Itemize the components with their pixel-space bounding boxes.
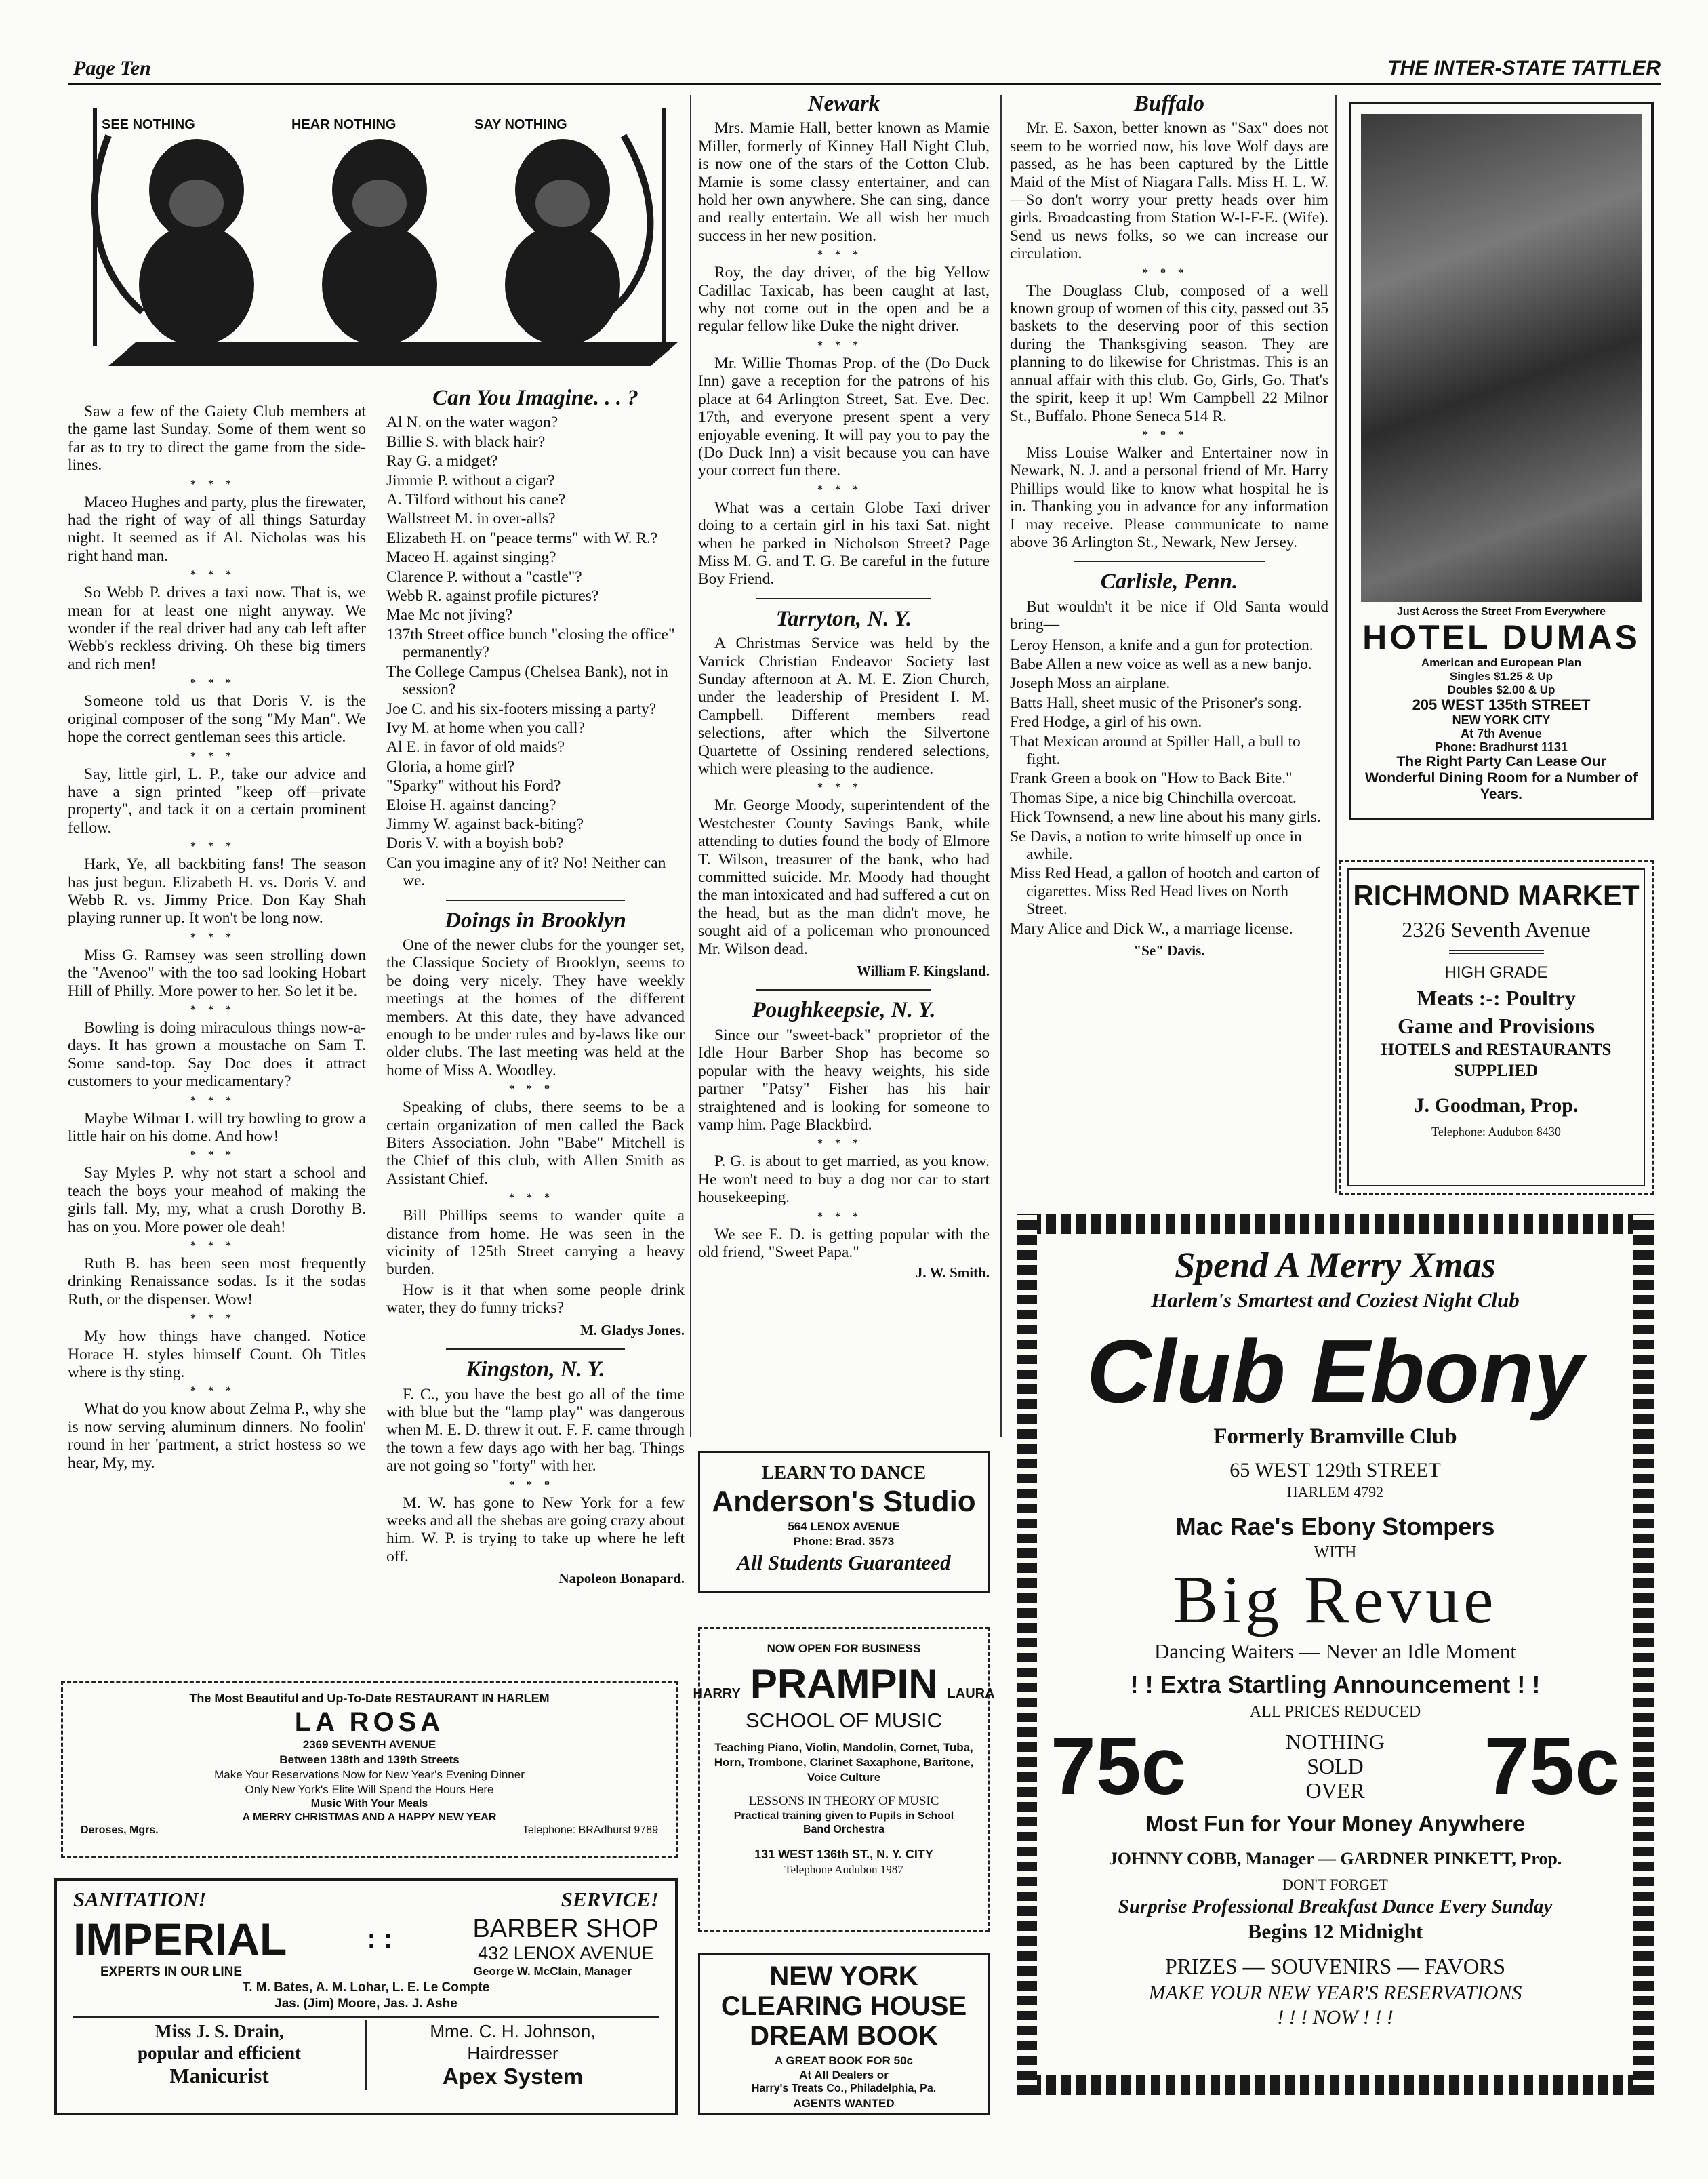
column-2 (386, 386, 685, 1588)
byline: William F. Kingsland. (856, 963, 990, 980)
ebony-price-right: 75c (1484, 1721, 1620, 1812)
santa-list (1010, 637, 1328, 938)
list-item: Babe Allen a new voice as well as a new banjo. (1010, 655, 1312, 673)
hotel-city: NEW YORK CITY (1452, 713, 1551, 727)
list-item: Wallstreet M. in over-alls? (386, 510, 556, 528)
ebony-nothing-sold (1286, 1730, 1385, 1803)
column-4 (1010, 92, 1328, 959)
ebony-now: ! ! ! NOW ! ! ! (1277, 2006, 1394, 2028)
prampin-name-row (693, 1660, 995, 1708)
list-item: Eloise H. against dancing? (386, 796, 556, 814)
header-rule (68, 83, 1661, 85)
list-item: The College Campus (Chelsea Bank), not in session? (386, 662, 668, 699)
separator-stars: *** (190, 841, 243, 853)
ebony-name: Club Ebony (1086, 1321, 1584, 1421)
article-paragraph: One of the newer clubs for the younger set, the Classique Society of Brooklyn, seems to be doing very nicely. They have weekly meetings at the homes of the different members. At this date, they have advanced enough to be under rules and by-laws like our older clubs. The last meeting was held at the home of Miss A. Woodley. (386, 936, 685, 1079)
ebony-revue: Big Revue (1173, 1562, 1498, 1637)
separator-stars: *** (190, 478, 243, 490)
article-paragraph: Mr. E. Saxon, better known as "Sax" does not seem to be worried now, his love Wolf days are passed, as he has been captured by the Little Maid of the Mist of Niagara Falls. Miss H. L. W.—So don't worry your pretty heads over him girls. Broadcasting from Station W-I-F-E. (Wife). Send us news folks, so we can increase our circulation. (1010, 119, 1328, 263)
prampin-name: PRAMPIN (750, 1661, 938, 1706)
list-item: That Mexican around at Spiller Hall, a bull to fight. (1010, 732, 1301, 768)
article-paragraph: A Christmas Service was held by the Varrick Christian Endeavor Society last Sunday afternoon at A. M. E. Zion Church, under the leadership of President I. M. Campbell. Different members read selections, after which the Silvertone Quartette of Ossining rendered selections, which were pleasing to the audience. (698, 635, 990, 778)
separator-stars: *** (190, 931, 243, 943)
prampin-music-ad (693, 1627, 995, 1932)
list-item: Hick Townsend, a new line about his many girls. (1010, 808, 1321, 826)
list-item: Al E. in favor of old maids? (386, 738, 565, 757)
article-paragraph: Speaking of clubs, there seems to be a certain organization of men called the Back Biters Association. John "Babe" Mitchell is the Chief of this club, with Allen Smith as Assistant Chief. (386, 1098, 685, 1188)
dreambook-agents: AGENTS WANTED (793, 2097, 895, 2110)
article-paragraph: Mr. George Moody, superintendent of the Westchester County Savings Bank, while attending to duties found the body of Elmore T. Wilson, treasurer of the bank, who had committed suicide. Mr. Moody had thought the man intoxicated and had suffered a cut on the head, but as the man didn't move, he sought aid of a policeman who pronounced Mr. Wilson dead. (698, 797, 990, 958)
imperial-barber-block (472, 1915, 659, 1963)
hotel-dumas-ad (1349, 102, 1654, 820)
article-paragraph: Since our "sweet-back" proprietor of the Idle Hour Barber Shop has become so popular with the heavy weights, his side partner "Patsy" Fisher has his hair straightened and is looking for someone to vamp him. Page Blackbird. (698, 1026, 990, 1134)
separator-stars: *** (509, 1192, 562, 1204)
hotel-doubles: Doubles $2.00 & Up (1447, 683, 1556, 696)
dream-book-ad (698, 1953, 990, 2115)
section-rule (756, 989, 931, 991)
separator-stars: *** (190, 1240, 243, 1252)
ebony-nothing: NOTHING (1286, 1730, 1385, 1754)
article-paragraph: M. W. has gone to New York for a few weeks and all the shebas are going crazy about him. W. P. is trying to take up where he left off. (386, 1494, 685, 1565)
hotel-caption: Just Across the Street From Everywhere (1397, 606, 1606, 618)
dreambook-line2: CLEARING HOUSE (720, 1991, 967, 2021)
separator-stars: *** (190, 1313, 243, 1325)
ebony-address: 65 WEST 129th STREET (1229, 1459, 1441, 1481)
market-prop: J. Goodman, Prop. (1414, 1094, 1579, 1117)
list-item: Thomas Sipe, a nice big Chinchilla overcoat. (1010, 788, 1297, 807)
separator-stars: *** (190, 569, 243, 581)
imperial-staff2: Jas. (Jim) Moore, Jas. J. Ashe (274, 1997, 458, 2011)
separator-stars: *** (817, 483, 870, 496)
column-divider (1335, 95, 1337, 1193)
border-ornament-left (1017, 1214, 1037, 2095)
prampin-address: 131 WEST 136th ST., N. Y. CITY (754, 1847, 933, 1861)
article-paragraph: Bill Phillips seems to wander quite a distance from home. He was seen in the vicinity of 125th Street carrying a heavy burden. (386, 1207, 685, 1279)
section-title-tarryton: Tarryton, N. Y. (775, 606, 912, 631)
anderson-studio-ad (698, 1451, 990, 1593)
prampin-practical: Practical training given to Pupils in School Band Orchestra (733, 1810, 954, 1835)
hotel-phone: Phone: Bradhurst 1131 (1434, 740, 1568, 754)
ebony-over: OVER (1305, 1778, 1365, 1803)
list-item: Batts Hall, sheet music of the Prisoner's song. (1010, 694, 1302, 712)
section-rule (446, 1348, 625, 1350)
imperial-staff1: T. M. Bates, A. M. Lohar, L. E. Le Compte (242, 1980, 490, 1995)
imperial-drain-block (73, 2020, 367, 2090)
larosa-elite: Only New York's Elite Will Spend the Hours Here (245, 1783, 494, 1796)
prampin-tel: Telephone Audubon 1987 (784, 1863, 903, 1876)
imperial-bottom-row (73, 2016, 659, 2090)
list-item: Can you imagine any of it? No! Neither can we. (386, 854, 666, 890)
article-paragraph: Mrs. Mamie Hall, better known as Mamie Miller, formerly of Kinney Hall Night Club, is now one of the stars of the Cotton Club. Mamie is some classy entertainer, and can hold her own anywhere. She can sing, dance and really entertain. We all wish her much success in her new position. (698, 119, 990, 245)
market-rule (1449, 950, 1544, 954)
section-title-newark: Newark (807, 92, 880, 116)
imperial-drain3: Manicurist (169, 2064, 269, 2087)
larosa-footer (81, 1824, 658, 1837)
larosa-xmas: A MERRY CHRISTMAS AND A HAPPY NEW YEAR (242, 1812, 497, 1823)
ebony-midnight: Begins 12 Midnight (1247, 1919, 1423, 1943)
separator-stars: *** (509, 1479, 562, 1491)
separator-stars: *** (817, 782, 870, 794)
separator-stars: *** (509, 1083, 562, 1096)
gossip-item: Say Myles P. why not start a school and teach the boys your meahod of making the girls fall. My, my, what a crush Dorothy B. has on you. More power ole deah! (68, 1164, 366, 1236)
section-rule (446, 900, 625, 901)
imperial-top-row (73, 1887, 659, 1912)
prampin-school: SCHOOL OF MUSIC (746, 1708, 942, 1732)
label-see: SEE NOTHING (102, 117, 195, 132)
article-paragraph: But wouldn't it be nice if Old Santa would bring— (1010, 597, 1328, 634)
larosa-name: LA ROSA (294, 1707, 445, 1737)
imperial-service: SERVICE! (561, 1887, 659, 1911)
list-item: Webb R. against profile pictures? (386, 587, 599, 605)
imperial-johnson2: Hairdresser (467, 2043, 558, 2063)
list-item: Jimmy W. against back-biting? (386, 815, 584, 833)
monkey-say (505, 139, 620, 346)
byline: M. Gladys Jones. (580, 1321, 685, 1338)
list-item: Gloria, a home girl? (386, 757, 515, 776)
gossip-item: Saw a few of the Gaiety Club members at the game last Sunday. Some of them went so far as to try to direct the game from the side-lines. (68, 403, 366, 475)
imperial-name: IMPERIAL (73, 1914, 287, 1964)
list-item: Ray G. a midget? (386, 452, 498, 471)
column-divider (1000, 95, 1002, 1437)
separator-stars: *** (1143, 266, 1196, 279)
dreambook-line1: NEW YORK (769, 1961, 918, 1991)
article-paragraph: Mr. Willie Thomas Prop. of the (Do Duck Inn) gave a reception for the patrons of his place at 64 Arlington Street, Sat. Eve. Dec. 17th, and everyone present spent a very enjoyable evening. It will pay you to pay the (Do Duck Inn) a visit because you can have your correct fun there. (698, 354, 990, 480)
dreambook-dealers: At All Dealers or (799, 2068, 889, 2081)
anderson-learn: LEARN TO DANCE (761, 1462, 927, 1483)
imperial-barber: BARBER SHOP (472, 1915, 659, 1943)
ebony-managers: JOHNNY COBB, Manager — GARDNER PINKETT, Prop. (1108, 1849, 1562, 1868)
byline: "Se" Davis. (1133, 942, 1205, 959)
imperial-johnson3: Apex System (442, 2064, 584, 2089)
list-item: Billie S. with black hair? (386, 433, 546, 451)
larosa-address: 2369 SEVENTH AVENUE (302, 1738, 436, 1751)
market-supplied: SUPPLIED (1454, 1062, 1539, 1080)
list-item: Fred Hodge, a girl of his own. (1010, 713, 1202, 732)
label-say: SAY NOTHING (474, 117, 567, 132)
larosa-music: Music With Your Meals (310, 1798, 428, 1810)
list-item: A. Tilford without his cane? (386, 491, 566, 509)
masthead-title: THE INTER-STATE TATTLER (1387, 57, 1661, 79)
list-item: Joseph Moss an airplane. (1010, 675, 1171, 693)
list-item: 137th Street office bunch "closing the office" permanently? (386, 625, 675, 662)
market-meats: Meats :-: Poultry (1417, 986, 1576, 1010)
market-address: 2326 Seventh Avenue (1402, 917, 1591, 942)
ebony-dont-forget: DON'T FORGET (1282, 1876, 1388, 1893)
market-game: Game and Provisions (1398, 1014, 1595, 1038)
anderson-name: Anderson's Studio (712, 1485, 976, 1518)
monkey-see (139, 139, 254, 346)
ebony-sold: SOLD (1307, 1754, 1364, 1778)
list-item: Clarence P. without a "castle"? (386, 567, 582, 586)
separator-stars: *** (190, 1094, 243, 1106)
ebony-with: WITH (1314, 1544, 1357, 1561)
dreambook-price: A GREAT BOOK FOR 50c (774, 2054, 914, 2067)
gossip-item: Say, little girl, L. P., take our advice and have a sign printed "keep off—private property", and tack it on a certain prominent fellow. (68, 765, 366, 837)
gossip-item: Someone told us that Doris V. is the original composer of the song "My Man". We hope the correct gentleman sees this article. (68, 692, 366, 746)
gossip-item: Hark, Ye, all backbiting fans! The season has just begun. Elizabeth H. vs. Doris V. and Webb R. vs. Jimmy Price. Don Kay Shah playing runner up. It won't be long now. (68, 856, 366, 927)
imperial-barber-ad (54, 1878, 678, 2115)
section-title-poughkeepsie: Poughkeepsie, N. Y. (752, 998, 936, 1023)
prampin-laura: LAURA (947, 1686, 995, 1701)
gossip-item: Maybe Wilmar L will try bowling to grow a little hair on his dome. And how! (68, 1109, 366, 1145)
gossip-item: Miss G. Ramsey was seen strolling down the "Avenoo" with the too sad looking Hobart Hill of Philly. More power to her. So let it be. (68, 946, 366, 1000)
market-tel: Telephone: Audubon 8430 (1431, 1125, 1561, 1138)
list-item: Elizabeth H. on "peace terms" with W. R.? (386, 529, 658, 547)
hotel-singles: Singles $1.25 & Up (1449, 670, 1553, 683)
gossip-item: So Webb P. drives a taxi now. That is, we mean for at least one night anyway. We wonder if the real driver had any cab left after Webb's reckless driving. Oh these big timers and rich men! (68, 584, 366, 673)
section-title-carlisle: Carlisle, Penn. (1100, 569, 1238, 595)
ebony-reserve: MAKE YOUR NEW YEAR'S RESERVATIONS (1148, 1982, 1522, 2004)
byline: Napoleon Bonapard. (558, 1570, 685, 1587)
gossip-item: Bowling is doing miraculous things now-a-days. It has grown a moustache on Sam T. Some sand-top. Say Doc does it attract customers to your medicamentary? (68, 1018, 366, 1091)
separator-stars: *** (817, 249, 870, 261)
larosa-tel: Telephone: BRAdhurst 9789 (522, 1824, 658, 1836)
article-paragraph: P. G. is about to get married, as you know. He won't need to buy a dog nor car to start housekeeping. (698, 1153, 990, 1207)
ebony-price-left: 75c (1051, 1721, 1187, 1812)
article-paragraph: How is it that when some people drink water, they do funny tricks? (386, 1281, 685, 1317)
ebony-phone: HARLEM 4792 (1286, 1483, 1384, 1500)
list-item: Leroy Henson, a knife and a gun for protection. (1010, 636, 1314, 654)
byline: J. W. Smith. (915, 1264, 990, 1281)
list-item: Al N. on the water wagon? (386, 414, 558, 432)
column-divider (690, 95, 691, 1437)
separator-stars: *** (817, 1138, 870, 1150)
article-paragraph: What was a certain Globe Taxi driver doing to a certain girl in his taxi Sat. night when he parked in Nicholson Street? Page Miss M. G. and T. G. Be careful in the future Boy Friend. (698, 498, 990, 588)
section-title-buffalo: Buffalo (1134, 92, 1204, 116)
ebony-waiters: Dancing Waiters — Never an Idle Moment (1154, 1639, 1517, 1663)
hotel-address: 205 WEST 135th STREET (1412, 696, 1591, 713)
gossip-column-1 (68, 403, 366, 1475)
ebony-announce: ! ! Extra Startling Announcement ! ! (1130, 1671, 1541, 1698)
separator-stars: *** (190, 750, 243, 762)
ebony-prizes: PRIZES — SOUVENIRS — FAVORS (1164, 1954, 1506, 1978)
market-name: RICHMOND MARKET (1353, 879, 1640, 911)
article-paragraph: Miss Louise Walker and Entertainer now in Newark, N. J. and a personal friend of Mr. Harry Phillips would like to know what hospital he is in. Thanking you in advance for any information I may receive. Please communicate to name above 36 Arlington St., Newark, New Jersey. (1010, 443, 1328, 551)
market-grade: HIGH GRADE (1444, 963, 1548, 982)
market-hotels: HOTELS and RESTAURANTS (1381, 1041, 1612, 1059)
la-rosa-ad (61, 1681, 678, 1858)
ebony-stompers: Mac Rae's Ebony Stompers (1175, 1513, 1495, 1540)
monkey-hear (322, 139, 437, 346)
list-item: Frank Green a book on "How to Back Bite." (1010, 769, 1293, 788)
separator-stars: *** (817, 1210, 870, 1222)
imperial-experts-row (100, 1965, 632, 1980)
dreambook-publisher: Harry's Treats Co., Philadelphia, Pa. (751, 2083, 937, 2094)
prampin-teaching: Teaching Piano, Violin, Mandolin, Cornet, Tuba, Horn, Trombone, Clarinet Saxaphone, Baritone, Voice Culture (714, 1741, 974, 1784)
imperial-colon: : : (367, 1923, 393, 1954)
ebony-price-row (1051, 1722, 1620, 1810)
ebony-fun: Most Fun for Your Money Anywhere (1145, 1811, 1526, 1836)
section-rule (1074, 561, 1265, 562)
separator-stars: *** (817, 339, 870, 351)
column-3 (698, 92, 990, 1282)
gossip-item: Maceo Hughes and party, plus the firewater, had the right of way of all things Saturday night. It seemed as if Al. Nicholas was his right hand man. (68, 493, 366, 565)
prampin-open: NOW OPEN FOR BUSINESS (767, 1642, 921, 1655)
imperial-drain2: popular and efficient (137, 2043, 302, 2063)
club-ebony-ad (1017, 1214, 1654, 2095)
list-item: Maceo H. against singing? (386, 548, 556, 567)
separator-stars: *** (190, 677, 243, 689)
larosa-reserve: Make Your Reservations Now for New Year's Evening Dinner (214, 1768, 525, 1781)
separator-stars: *** (1143, 428, 1196, 441)
larosa-managers: Deroses, Mgrs. (81, 1824, 159, 1836)
three-monkeys-illustration (68, 108, 691, 393)
section-title-brooklyn: Doings in Brooklyn (445, 908, 626, 933)
list-item: Miss Red Head, a gallon of hootch and carton of cigarettes. Miss Red Head lives on North Street. (1010, 864, 1320, 919)
list-item: Ivy M. at home when you call? (386, 719, 586, 737)
gossip-item: Ruth B. has been seen most frequently drinking Renaissance sodas. Is it the sodas Ruth, or the dispenser. Wow! (68, 1255, 366, 1308)
article-paragraph: We see E. D. is getting popular with the old friend, "Sweet Papa." (698, 1225, 990, 1261)
list-item: Joe C. and his six-footers missing a party? (386, 700, 657, 718)
prampin-harry: HARRY (693, 1686, 741, 1701)
ebony-spend-xmas: Spend A Merry Xmas (1175, 1245, 1496, 1285)
article-paragraph: Roy, the day driver, of the big Yellow Cadillac Taxicab, has been caught at last, why not come out in the open and be a regular fellow like Duke the night driver. (698, 264, 990, 336)
ebony-prices: ALL PRICES REDUCED (1249, 1703, 1421, 1721)
larosa-between: Between 138th and 139th Streets (279, 1753, 460, 1766)
anderson-address: 564 LENOX AVENUE (788, 1520, 900, 1533)
separator-stars: *** (190, 1003, 243, 1016)
list-item: Mary Alice and Dick W., a marriage license. (1010, 919, 1293, 938)
anderson-phone: Phone: Brad. 3573 (793, 1535, 895, 1548)
imperial-sanitation: SANITATION! (73, 1887, 207, 1911)
imperial-johnson-block (367, 2020, 659, 2090)
anderson-guarantee: All Students Guaranteed (737, 1551, 951, 1574)
separator-stars: *** (190, 1149, 243, 1161)
section-rule (756, 598, 931, 599)
imperial-manager: George W. McClain, Manager (473, 1965, 632, 1978)
article-paragraph: The Douglass Club, composed of a well known group of women of this city, passed out 35 baskets to the deserving poor of this section during the Thanksgiving season. They are planning to do likewise for Christmas. This is an annual affair with this club. Go, Girls, Go. That's the spirit, keep it up! Wm Campbell 22 Milnor St., Buffalo. Phone Seneca 514 R. (1010, 281, 1328, 425)
list-item: Jimmie P. without a cigar? (386, 471, 555, 489)
ebony-formerly: Formerly Bramville Club (1213, 1424, 1457, 1449)
label-hear: HEAR NOTHING (291, 117, 396, 132)
imperial-address: 432 LENOX AVENUE (478, 1943, 654, 1963)
list-item: Doris V. with a boyish bob? (386, 835, 564, 853)
gossip-item: My how things have changed. Notice Horace H. styles himself Count. Oh Titles where is thy sting. (68, 1327, 366, 1382)
imagine-list (386, 414, 685, 889)
richmond-market-ad (1339, 860, 1654, 1195)
larosa-top: The Most Beautiful and Up-To-Date RESTAURANT IN HARLEM (189, 1692, 550, 1705)
hotel-note: The Right Party Can Lease Our Wonderful Dining Room for a Number of Years. (1364, 754, 1638, 802)
page-number: Page Ten (73, 57, 151, 79)
list-item: Se Davis, a notion to write himself up once in awhile. (1010, 827, 1302, 864)
ebony-tagline: Harlem's Smartest and Coziest Night Club (1151, 1288, 1520, 1312)
imperial-johnson1: Mme. C. H. Johnson, (430, 2021, 596, 2041)
section-title-imagine: Can You Imagine. . . ? (432, 386, 638, 410)
section-title-kingston: Kingston, N. Y. (466, 1357, 605, 1382)
list-item: Mae Mc not jiving? (386, 606, 513, 624)
imperial-drain1: Miss J. S. Drain, (155, 2021, 284, 2041)
hotel-photo (1361, 114, 1642, 602)
ebony-breakfast: Surprise Professional Breakfast Dance Every Sunday (1118, 1896, 1553, 1917)
border-ornament-bottom (1017, 2075, 1654, 2095)
separator-stars: *** (190, 1385, 243, 1397)
border-ornament-right (1633, 1214, 1654, 2095)
imperial-experts: EXPERTS IN OUR LINE (100, 1965, 243, 1979)
imperial-main-row (73, 1915, 659, 1963)
list-item: "Sparky" without his Ford? (386, 777, 561, 795)
article-paragraph: F. C., you have the best go all of the time with blue but the "lamp play" was dangerous when M. E. D. threw it out. F. F. came through the town a few days ago with her bag. Things are not going so "forty" with her. (386, 1385, 685, 1475)
gossip-item: What do you know about Zelma P., why she is now serving aluminum dinners. No foolin' round in her 'partment, a strict hostess so we hear, My, my. (68, 1400, 366, 1472)
prampin-theory: LESSONS IN THEORY OF MUSIC (748, 1794, 939, 1808)
dreambook-line3: DREAM BOOK (750, 2021, 938, 2051)
hotel-plan: American and European Plan (1421, 656, 1582, 669)
border-ornament-top (1017, 1214, 1654, 1234)
hotel-name: HOTEL DUMAS (1362, 618, 1640, 656)
hotel-at: At 7th Avenue (1461, 727, 1542, 740)
